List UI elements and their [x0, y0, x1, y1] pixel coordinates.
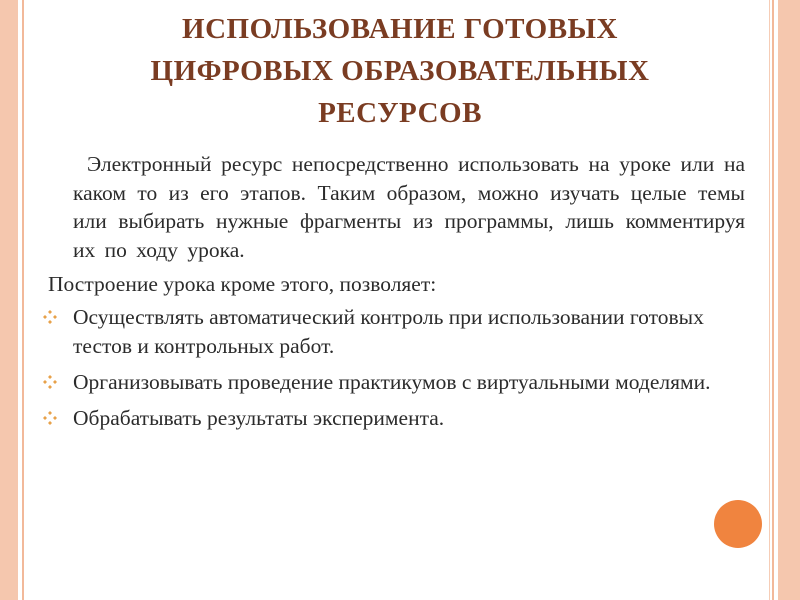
left-border-band — [0, 0, 18, 600]
slide-body — [40, 150, 760, 440]
title-line-3: РЕСУРСОВ — [318, 97, 482, 129]
bullet-text: Обрабатывать результаты эксперимента. — [73, 405, 445, 430]
bullet-item — [40, 303, 760, 361]
diamond-cluster-icon — [40, 303, 60, 332]
right-border-band — [778, 0, 800, 600]
intro-paragraph: Электронный ресурс непосредственно использовать на уроке или на каком то из его этапов. Таким образом, можно изучать целые темы или выбирать нужные фрагменты из программы, лишь комментируя их по ходу урока. — [73, 152, 745, 262]
bullet-list — [40, 303, 760, 433]
diamond-cluster-icon — [40, 368, 60, 397]
right-border-line — [772, 0, 774, 600]
bullet-item — [40, 404, 760, 433]
title-line-1: ИСПОЛЬЗОВАНИЕ ГОТОВЫХ — [182, 13, 618, 45]
title-line-2: ЦИФРОВЫХ ОБРАЗОВАТЕЛЬНЫХ — [150, 55, 650, 87]
lead-sentence: Построение урока кроме этого, позволяет: — [48, 272, 437, 296]
diamond-cluster-icon — [40, 404, 60, 433]
slide-title — [60, 8, 740, 134]
bullet-item — [40, 368, 760, 397]
left-border-line — [22, 0, 24, 600]
bullet-text: Организовывать проведение практикумов с виртуальными моделями. — [73, 369, 711, 394]
right-border-line-thin — [769, 0, 770, 600]
decorative-circle — [714, 500, 762, 548]
bullet-text: Осуществлять автоматический контроль при использовании готовых тестов и контрольных работ. — [73, 304, 704, 358]
